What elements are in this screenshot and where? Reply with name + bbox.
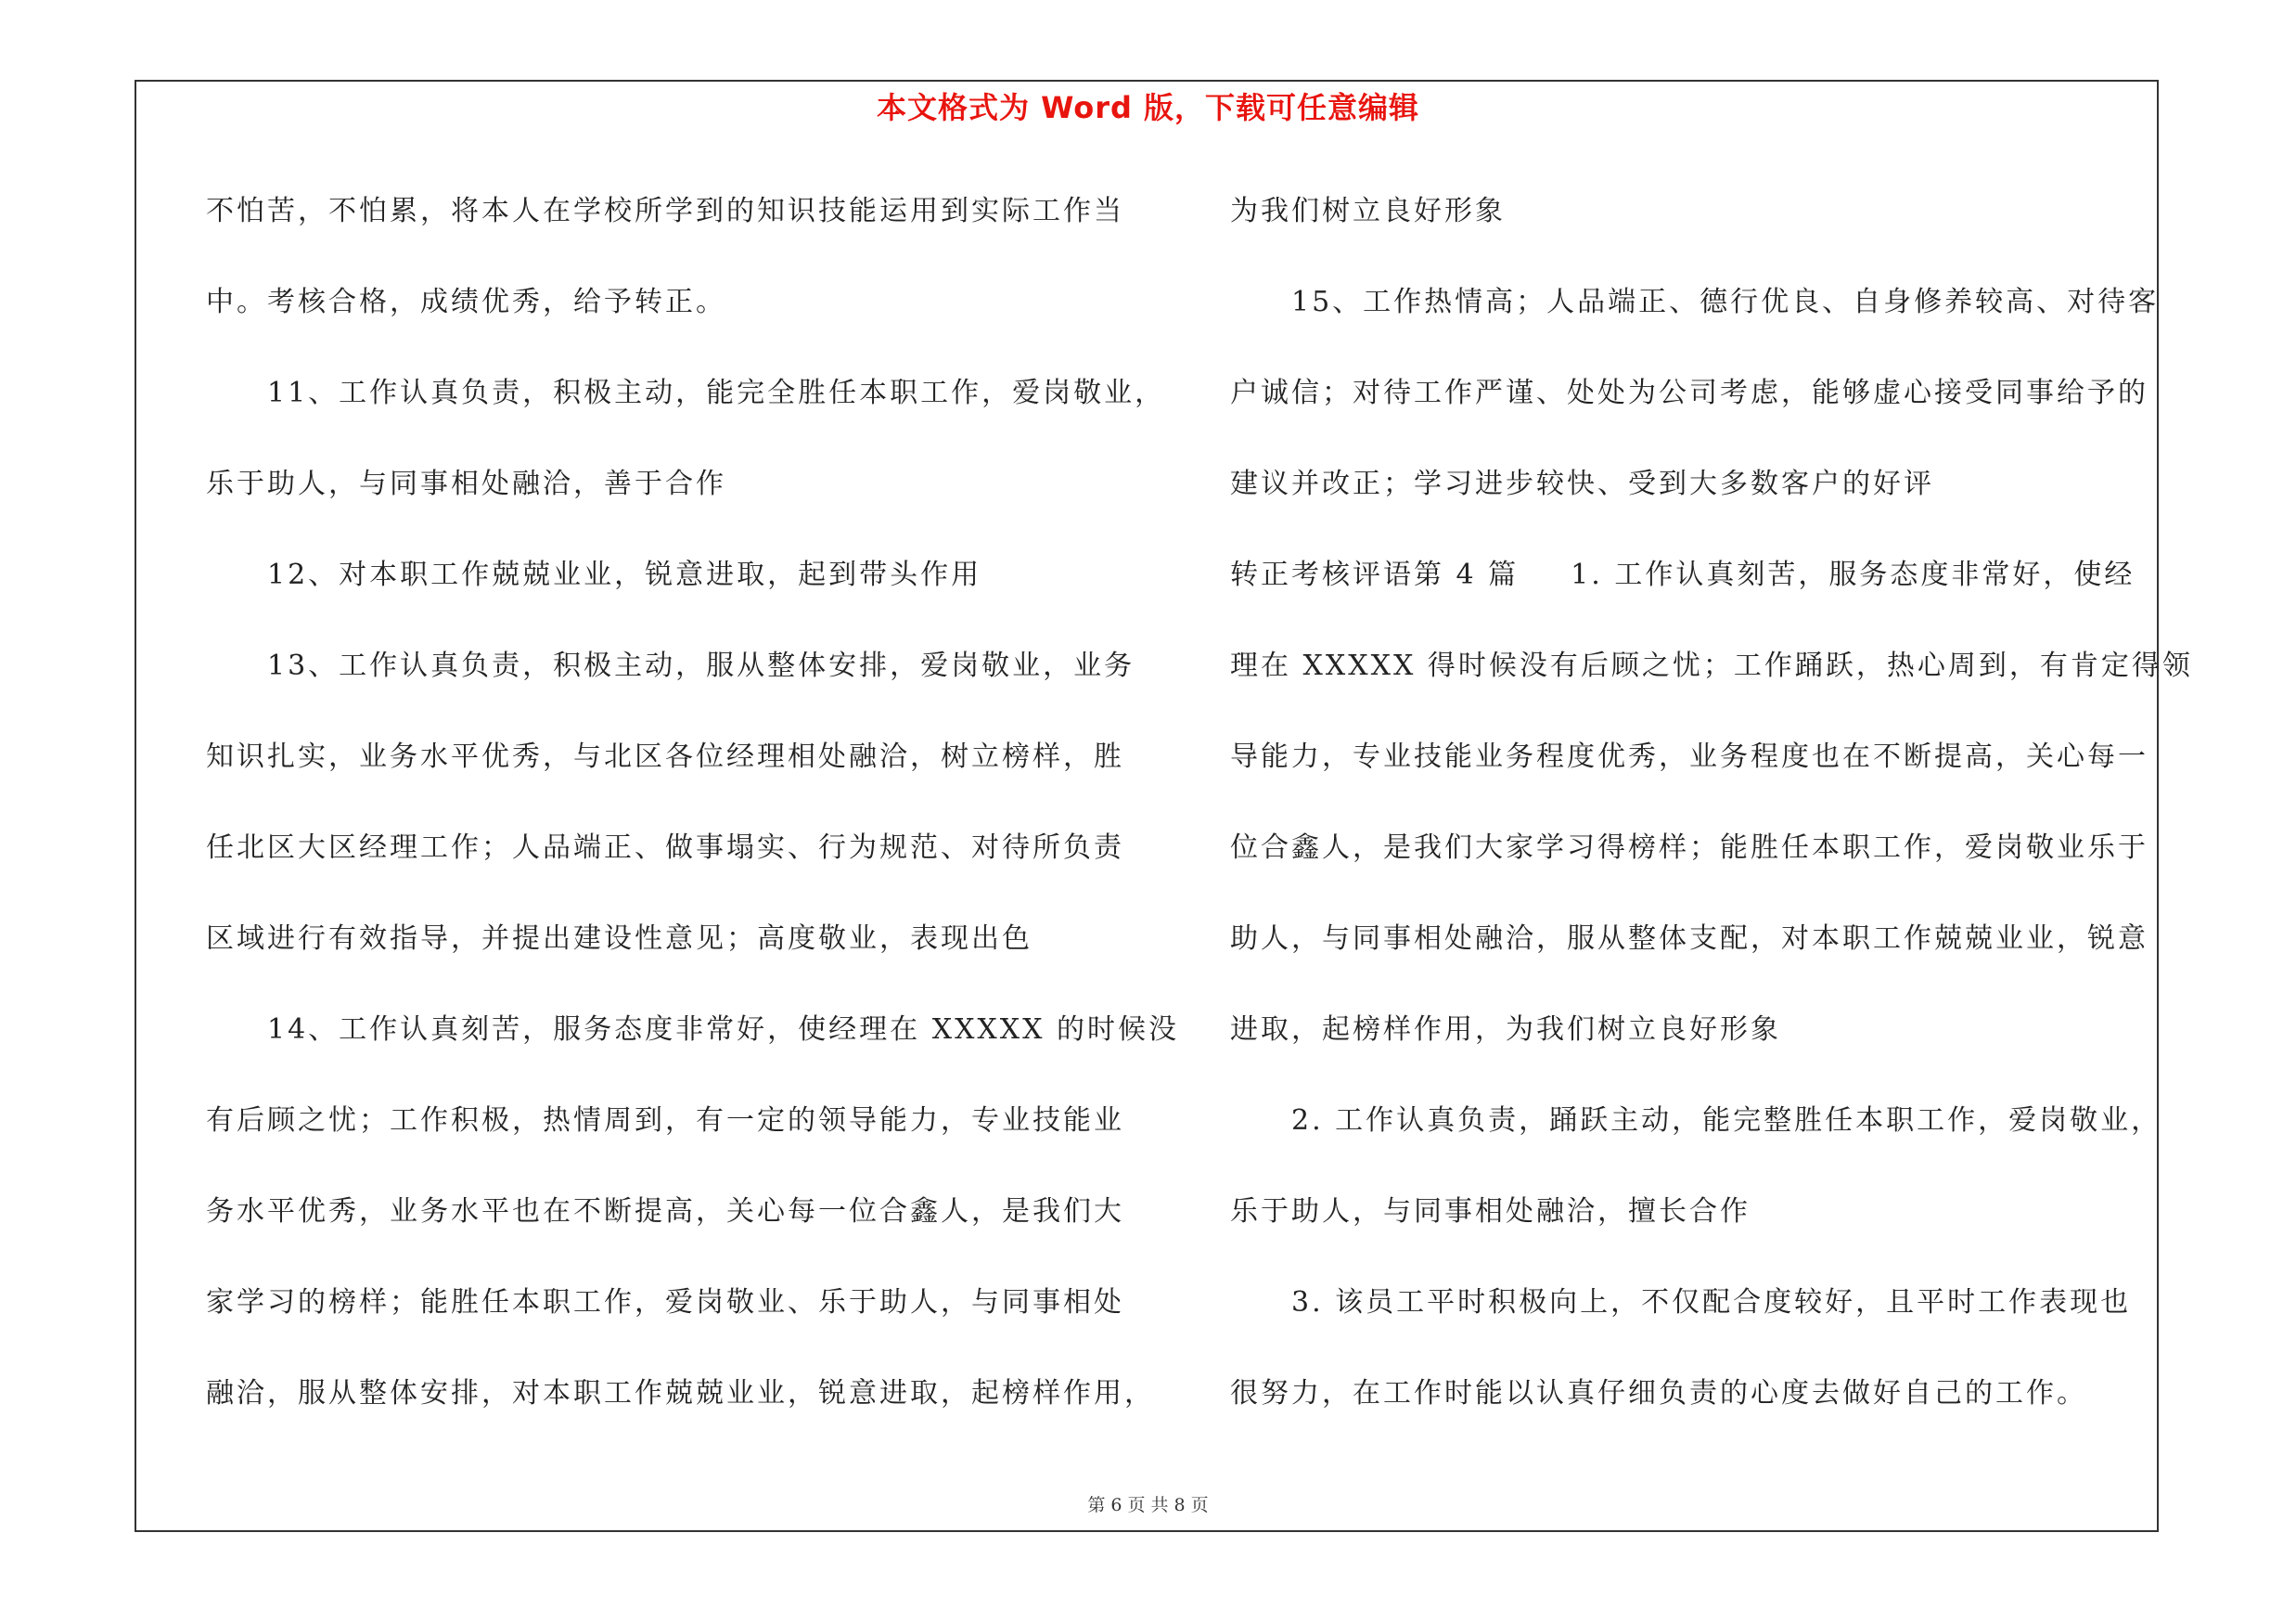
text-line: 不怕苦，不怕累，将本人在学校所学到的知识技能运用到实际工作当 (206, 195, 1124, 227)
text-line: 15、工作热情高；人品端正、德行优良、自身修养较高、对待客 (1291, 286, 2160, 318)
text-line: 知识扎实，业务水平优秀，与北区各位经理相处融洽，树立榜样，胜 (206, 741, 1124, 773)
section-first-paragraph: 1. 工作认真刻苦，服务态度非常好，使经 (1571, 559, 2136, 591)
text-line: 12、对本职工作兢兢业业，锐意进取，起到带头作用 (267, 559, 982, 591)
right-column (1230, 184, 2193, 1457)
text-line: 务水平优秀，业务水平也在不断提高，关心每一位合鑫人，是我们大 (206, 1195, 1124, 1228)
text-line: 助人，与同事相处融洽，服从整体支配，对本职工作兢兢业业，锐意 (1230, 922, 2148, 955)
page-number: 第 6 页 共 8 页 (1087, 1495, 1209, 1515)
section-heading: 转正考核评语第 4 篇 (1230, 559, 1520, 591)
text-line: 乐于助人，与同事相处融洽，善于合作 (206, 468, 726, 500)
text-line: 13、工作认真负责，积极主动，服从整体安排，爱岗敬业，业务 (267, 650, 1135, 682)
text-line: 有后顾之忧；工作积极，热情周到，有一定的领导能力，专业技能业 (206, 1104, 1124, 1137)
text-line: 进取，起榜样作用，为我们树立良好形象 (1230, 1013, 1781, 1046)
text-line: 为我们树立良好形象 (1230, 195, 1506, 227)
format-banner: 本文格式为 Word 版，下载可任意编辑 (876, 90, 1420, 125)
text-line: 11、工作认真负责，积极主动，能完全胜任本职工作，爱岗敬业， (267, 377, 1166, 409)
text-line: 很努力，在工作时能以认真仔细负责的心度去做好自己的工作。 (1230, 1377, 2087, 1410)
text-line: 家学习的榜样；能胜任本职工作，爱岗敬业、乐于助人，与同事相处 (206, 1286, 1124, 1319)
text-line: 任北区大区经理工作；人品端正、做事塌实、行为规范、对待所负责 (206, 831, 1124, 864)
text-line: 建议并改正；学习进步较快、受到大多数客户的好评 (1230, 468, 1934, 500)
text-line: 3. 该员工平时积极向上，不仅配合度较好，且平时工作表现也 (1291, 1286, 2132, 1319)
text-line: 融洽，服从整体安排，对本职工作兢兢业业，锐意进取，起榜样作用， (206, 1377, 1155, 1410)
text-line: 位合鑫人，是我们大家学习得榜样；能胜任本职工作，爱岗敬业乐于 (1230, 831, 2148, 864)
text-line: 户诚信；对待工作严谨、处处为公司考虑，能够虚心接受同事给予的 (1230, 377, 2148, 409)
text-line: 区域进行有效指导，并提出建设性意见；高度敬业，表现出色 (206, 922, 1033, 955)
left-column (206, 184, 1180, 1457)
text-line: 中。考核合格，成绩优秀，给予转正。 (206, 286, 726, 318)
text-line: 14、工作认真刻苦，服务态度非常好，使经理在 XXXXX 的时候没 (267, 1013, 1180, 1046)
text-line: 乐于助人，与同事相处融洽，擅长合作 (1230, 1195, 1751, 1228)
text-line: 理在 XXXXX 得时候没有后顾之忧；工作踊跃，热心周到，有肯定得领 (1230, 650, 2193, 682)
text-line: 2. 工作认真负责，踊跃主动，能完整胜任本职工作，爱岗敬业， (1291, 1104, 2162, 1137)
section-heading-line (1230, 547, 2158, 638)
text-line: 导能力，专业技能业务程度优秀，业务程度也在不断提高，关心每一 (1230, 741, 2148, 773)
